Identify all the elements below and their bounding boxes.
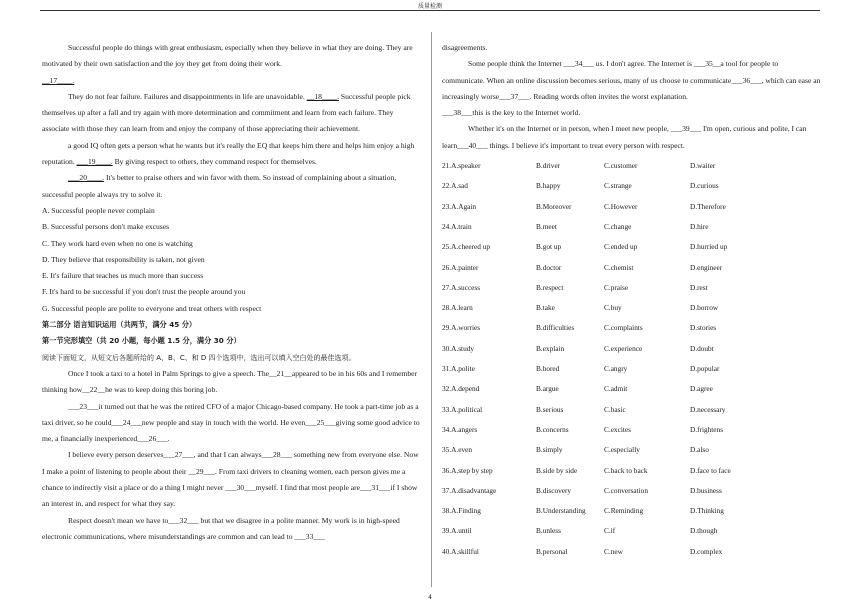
choice-d: D.hire [690,221,709,231]
choice-d: D.frightens [690,424,724,434]
choice-row-30 [442,339,822,359]
choices-table [442,156,822,562]
choice-a: 27.A.success [442,282,481,292]
choice-b: B.simply [536,445,563,455]
choice-row-28 [442,298,822,318]
passage-paragraph-2 [42,89,422,138]
cloze-paragraph-1: Once I took a taxi to a hotel in Palm Springs to give a speech. The__21__appeared to be in his 60s and I remember thinking how__22__he was to keep doing this boring job. [42,368,418,395]
choice-a: 29.A.worries [442,323,481,333]
choice-row-31 [442,359,822,379]
choice-d: D.hurried up [690,242,728,252]
option-e: E. It's failure that teaches us much more than success [42,271,204,281]
choice-c: C.if [604,526,616,536]
choice-row-29 [442,318,822,338]
paragraph-text: Successful people pick themselves up after a fall and try again with more determination and commitment and learn from each failure. They associate with those they can learn from and enjoy the company of those appreciating their achievement. [42,91,411,134]
choice-b: B.side by side [536,465,578,475]
choice-d: D.also [690,445,709,455]
page-header [0,0,860,14]
choice-a: 38.A.Finding [442,506,481,516]
cloze-paragraph-2: ___23___it turned out that he was the retired CFO of a major Chicago-based company. He took a part-time job as a taxi driver, so he could___24___new people and stay in touch with the world. He even___25___giving some good advice to me, a financially inexperienced___26___. [42,401,420,444]
choice-b: B.Understanding [536,506,586,516]
cloze-instruction: 阅读下面短文，从短文后各题所给的 A、B、C、和 D 四个选项中，选出可以填入空白处的最佳选项。 [42,353,356,362]
header-title: 质量检测 [417,3,442,10]
choice-row-22 [442,176,822,196]
choice-c: C.strange [604,181,632,191]
choice-row-23 [442,197,822,217]
choice-row-27 [442,278,822,298]
choice-b: B.got up [536,242,562,252]
choice-c: C.complaints [604,323,643,333]
cloze-paragraph-5: Some people think the Internet ___34___ us. I don't agree. The Internet is ___35__a tool for people to communicate. When an online discussion becomes serious, many of us choose to communicate___36___, which can ease an increasingly worse___37___. Reading words often invites the worst explanation. [442,59,821,101]
choice-row-25 [442,237,822,257]
choice-row-32 [442,379,822,399]
option-b: B. Successful persons don't make excuses [42,222,170,232]
choice-b: B.unless [536,526,561,536]
cloze-paragraph-4: Respect doesn't mean we have to___32___ but that we disagree in a polite manner. My work is in high-speed electronic communications, where misunderstandings are common and can lead to ___33___ [42,515,400,541]
choice-a: 35.A.even [442,445,472,455]
choice-c: C.excites [604,424,631,434]
choice-d: D.rest [690,282,708,292]
choice-b: B.take [536,303,555,313]
choice-d: D.business [690,485,722,495]
choice-d: D.curious [690,181,719,191]
option-d: D. They believe that responsibility is taken, not given [42,254,205,264]
choice-d: D.waiter [690,161,716,171]
choice-row-24 [442,217,822,237]
choice-d: D.Thinking [690,506,724,516]
choice-d: D.doubt [690,343,714,353]
choice-c: C.basic [604,404,626,414]
choice-b: B.personal [536,546,568,556]
part-two-heading: 第二部分 语言知识运用（共两节，满分 45 分） [42,320,197,330]
choice-a: 28.A.learn [442,303,473,313]
choice-c: C.buy [604,303,622,313]
blank-19: ___19____. [76,157,113,167]
choice-d: D.Therefore [690,201,726,211]
choice-c: C.ended up [604,242,638,252]
paragraph-text: By giving respect to others, they command respect for themselves. [114,157,317,167]
page-number: 4 [428,594,432,601]
choice-d: D.agree [690,384,713,394]
option-c: C. They work hard even when no one is watching [42,238,193,248]
choice-b: B.argue [536,384,559,394]
choice-b: B.concerns [536,424,569,434]
cloze-paragraph-7: Whether it's on the Internet or in person, when I meet new people, ___39___ I'm open, curious and polite, I can learn___40___ things. I believe it's important to treat every person with respect. [442,124,807,150]
choice-a: 34.A.angers [442,424,478,434]
choice-a: 40.A.skillful [442,546,479,556]
choice-b: B.driver [536,161,561,171]
blank-20: ___20____. [68,173,105,183]
choice-c: C.conversation [604,485,648,495]
choice-c: C.angry [604,364,628,374]
choice-b: B.difficulties [536,323,575,333]
choice-a: 22.A.sad [442,181,468,191]
choice-c: C.However [604,201,638,211]
section-one-heading: 第一节完形填空（共 20 小题，每小题 1.5 分，满分 30 分） [42,336,241,346]
right-column [442,40,822,562]
choice-b: B.serious [536,404,564,414]
blank-18: __18____. [306,91,339,101]
cloze-paragraph-3: I believe every person deserves___27___, and that I can always___28___ something new from everyone else. Now I make a point of listening to people about their __29___. From taxi drivers to cleaning women, each person gives me a chance to indirectly visit a place or do a thing I might never ___30___myself. I find that most people are___31___if I show an interest in, and respect for what they say. [42,450,419,509]
choice-row-38 [442,501,822,521]
choice-row-35 [442,440,822,460]
choice-a: 32.A.depend [442,384,480,394]
choice-c: C.back to back [604,465,648,475]
option-f: F. It's hard to be successful if you don't trust the people around you [42,287,246,297]
choice-c: C.Reminding [604,506,644,516]
choice-row-39 [442,521,822,541]
choice-a: 39.A.until [442,526,472,536]
paragraph-text: a good IQ often gets a person what he wants but it's really the EQ that keeps him there and helps him enjoy a high reputation. [42,140,415,167]
choice-c: C.experience [604,343,643,353]
choice-d: D.face to face [690,465,731,475]
choice-d: D.popular [690,364,720,374]
choice-row-37 [442,481,822,501]
choice-d: D.stories [690,323,717,333]
header-rule [40,10,820,11]
choice-a: 31.A.polite [442,364,475,374]
column-divider [431,32,432,587]
paragraph-text: Successful people do things with great enthusiasm, especially when they believe in what they are doing. They are motivated by their own satisfaction and the joy they get from doing their work. [42,43,413,69]
choice-c: C.new [604,546,623,556]
cloze-continuation: disagreements. [442,43,488,52]
cloze-paragraph-6: ___38___this is the key to the Internet world. [442,108,581,118]
choice-c: C.change [604,221,632,231]
choice-d: D.necessary [690,404,726,414]
choice-b: B.Moreover [536,201,572,211]
choice-a: 23.A.Again [442,201,477,211]
choice-a: 36.A.step by step [442,465,493,475]
choice-a: 25.A.cheered up [442,242,491,252]
paragraph-text: It's better to praise others and win favor with them. So instead of complaining about a situation, successful people always try to solve it. [42,173,397,199]
paragraph-text: They do not fear failure. Failures and disappointments in life are unavoidable. [68,91,305,101]
choice-b: B.respect [536,282,564,292]
left-column [42,40,422,545]
choice-row-33 [442,400,822,420]
choice-c: C.customer [604,161,638,171]
choice-d: D.engineer [690,262,723,272]
choice-row-21 [442,156,822,176]
choice-b: B.happy [536,181,561,191]
passage-paragraph-1 [42,40,422,89]
blank-17: __17____. [42,75,75,85]
choice-a: 24.A.train [442,221,472,231]
choice-a: 26.A.painter [442,262,479,272]
choice-row-26 [442,258,822,278]
choice-a: 21.A.speaker [442,161,481,171]
choice-a: 30.A.study [442,343,475,353]
choice-b: B.explain [536,343,565,353]
choice-row-36 [442,461,822,481]
choice-d: D.borrow [690,303,719,313]
choice-d: D.complex [690,546,723,556]
passage-paragraph-4 [42,170,422,203]
choice-a: 33.A.political [442,404,483,414]
choice-a: 37.A.disadvantage [442,485,497,495]
option-a: A. Successful people never complain [42,205,155,215]
choice-c: C.praise [604,282,629,292]
choice-b: B.discovery [536,485,572,495]
choice-b: B.doctor [536,262,562,272]
choice-c: C.admit [604,384,628,394]
choice-d: D.though [690,526,718,536]
passage-paragraph-3 [42,138,422,171]
choice-row-40 [442,542,822,562]
choice-b: B.meet [536,221,557,231]
choice-c: C.chemist [604,262,634,272]
choice-c: C.especially [604,445,640,455]
choice-row-34 [442,420,822,440]
option-g: G. Successful people are polite to everyone and treat others with respect [42,303,262,313]
choice-b: B.bored [536,364,560,374]
